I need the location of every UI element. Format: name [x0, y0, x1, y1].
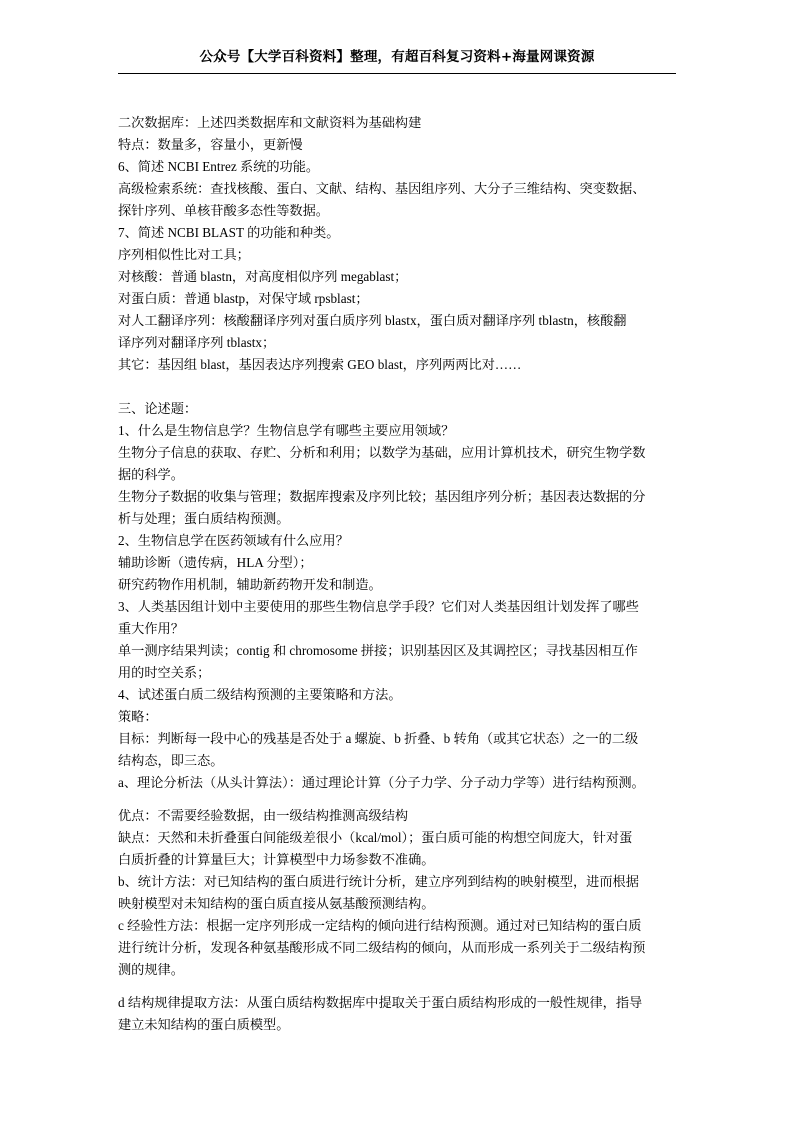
document-line: 目标：判断每一段中心的残基是否处于 a 螺旋、b 折叠、b 转角（或其它状态）之一的二级 [118, 731, 639, 746]
document-line: 2、生物信息学在医药领域有什么应用？ [118, 533, 349, 548]
document-line: 对核酸：普通 blastn，对高度相似序列 megablast； [118, 269, 408, 284]
document-line: 三、论述题： [118, 401, 198, 416]
document-line: 译序列对翻译序列 tblastx； [118, 335, 276, 350]
document-line: 映射模型对未知结构的蛋白质直接从氨基酸预测结构。 [118, 896, 435, 911]
document-line: 结构态，即三态。 [118, 753, 224, 768]
document-body [118, 112, 676, 1036]
document-line: 特点：数量多，容量小，更新慢 [118, 137, 303, 152]
document-line: 辅助诊断（遗传病，HLA 分型）； [118, 555, 313, 570]
document-line: 进行统计分析，发现各种氨基酸形成不同二级结构的倾向，从而形成一系列关于二级结构预 [118, 940, 646, 955]
document-line: 4、试述蛋白质二级结构预测的主要策略和方法。 [118, 687, 402, 702]
document-line: d 结构规律提取方法：从蛋白质结构数据库中提取关于蛋白质结构形成的一般性规律，指导 [118, 995, 643, 1010]
document-line: 测的规律。 [118, 962, 184, 977]
paragraph-spacer [118, 376, 676, 398]
page-header-banner [118, 48, 676, 74]
document-line: 重大作用？ [118, 621, 184, 636]
document-line: a、理论分析法（从头计算法）：通过理论计算（分子力学、分子动力学等）进行结构预测。 [118, 775, 645, 790]
document-line: 1、什么是生物信息学？生物信息学有哪些主要应用领域？ [118, 423, 455, 438]
document-line: 研究药物作用机制，辅助新药物开发和制造。 [118, 577, 382, 592]
paragraph-spacer [118, 981, 676, 992]
paragraph-spacer [118, 794, 676, 805]
document-line: 白质折叠的计算量巨大；计算模型中力场参数不准确。 [118, 852, 435, 867]
document-line: 缺点：天然和未折叠蛋白间能级差很小（kcal/mol）；蛋白质可能的构想空间庞大，针对蛋 [118, 830, 633, 845]
document-line: 策略： [118, 709, 158, 724]
header-banner-text: 公众号【大学百科资料】整理，有超百科复习资料+海量网课资源 [199, 49, 595, 65]
document-line: 据的科学。 [118, 467, 184, 482]
document-line: 建立未知结构的蛋白质模型。 [118, 1017, 290, 1032]
document-line: 优点：不需要经验数据，由一级结构推测高级结构 [118, 808, 409, 823]
document-line: 二次数据库：上述四类数据库和文献资料为基础构建 [118, 115, 422, 130]
document-line: 高级检索系统：查找核酸、蛋白、文献、结构、基因组序列、大分子三维结构、突变数据、 [118, 181, 646, 196]
document-line: 6、简述 NCBI Entrez 系统的功能。 [118, 159, 320, 174]
document-line: 序列相似性比对工具； [118, 247, 250, 262]
document-line: 对蛋白质：普通 blastp，对保守域 rpsblast； [118, 291, 369, 306]
document-line: 对人工翻译序列：核酸翻译序列对蛋白质序列 blastx，蛋白质对翻译序列 tblastn，核酸翻 [118, 313, 627, 328]
document-line: 7、简述 NCBI BLAST 的功能和种类。 [118, 225, 340, 240]
document-line: 用的时空关系； [118, 665, 211, 680]
document-line: 其它：基因组 blast，基因表达序列搜索 GEO blast，序列两两比对…… [118, 357, 522, 372]
document-line: b、统计方法：对已知结构的蛋白质进行统计分析，建立序列到结构的映射模型，进而根据 [118, 874, 639, 889]
document-line: c 经验性方法：根据一定序列形成一定结构的倾向进行结构预测。通过对已知结构的蛋白质 [118, 918, 642, 933]
document-line: 析与处理；蛋白质结构预测。 [118, 511, 290, 526]
document-line: 单一测序结果判读；contig 和 chromosome 拼接；识别基因区及其调控区；寻找基因相互作 [118, 643, 638, 658]
document-line: 探针序列、单核苷酸多态性等数据。 [118, 203, 329, 218]
document-line: 生物分子信息的获取、存贮、分析和利用；以数学为基础，应用计算机技术，研究生物学数 [118, 445, 646, 460]
document-line: 3、人类基因组计划中主要使用的那些生物信息学手段？它们对人类基因组计划发挥了哪些 [118, 599, 639, 614]
document-line: 生物分子数据的收集与管理；数据库搜索及序列比较；基因组序列分析；基因表达数据的分 [118, 489, 646, 504]
